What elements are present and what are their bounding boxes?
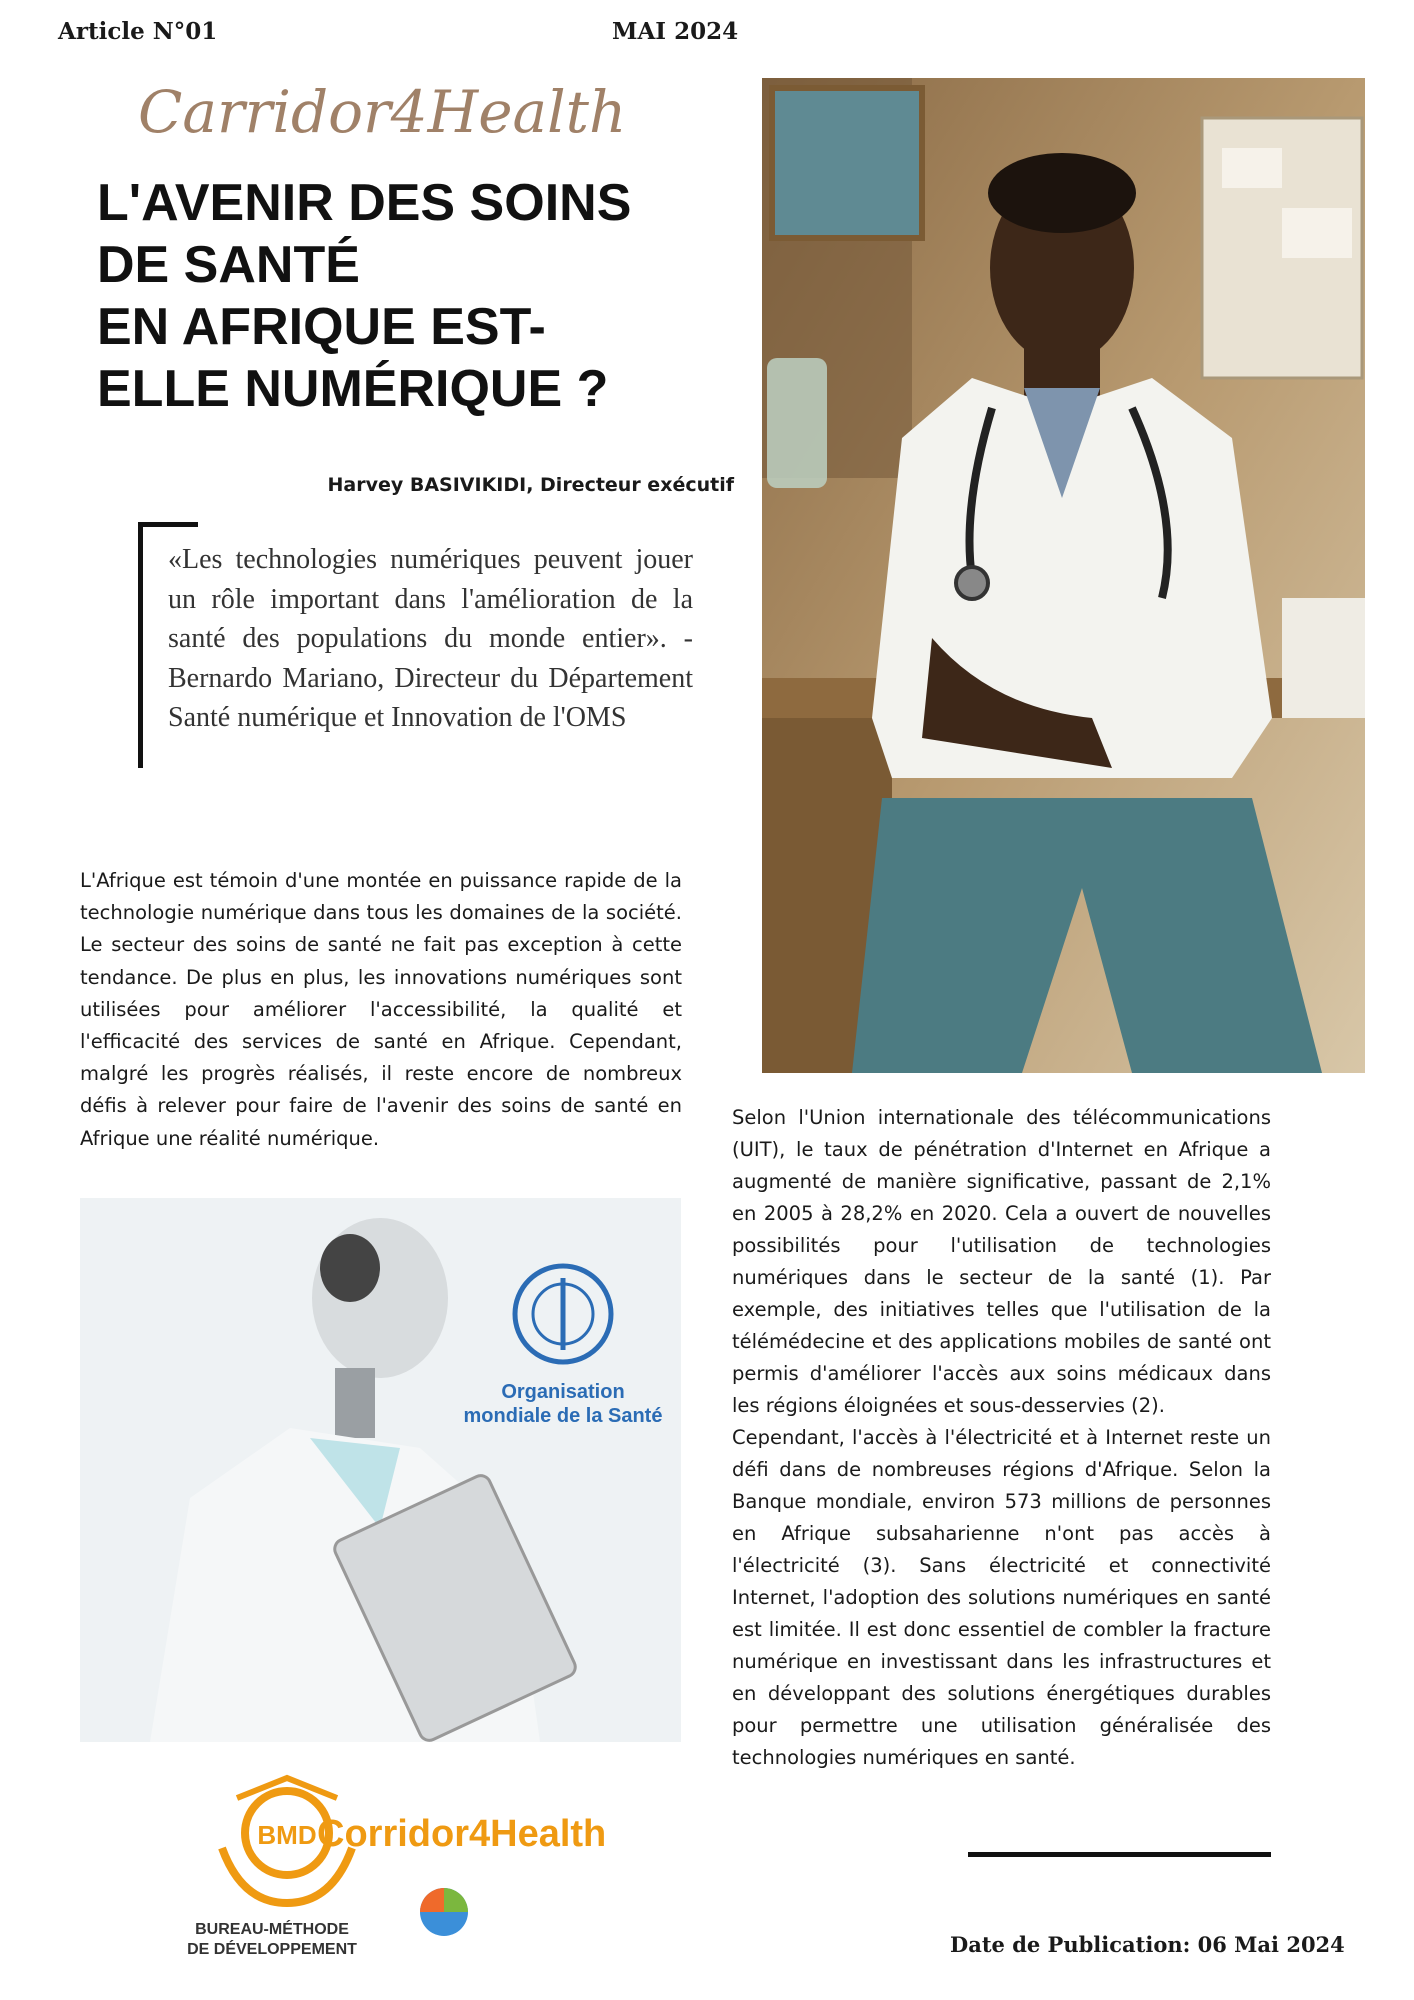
robot-doctor-image bbox=[80, 1198, 681, 1742]
byline: Harvey BASIVIKIDI, Directeur exécutif bbox=[327, 474, 734, 496]
headline-line: L'AVENIR DES SOINS bbox=[97, 174, 632, 232]
body-column bbox=[732, 1102, 1271, 1774]
org-name-line1: BUREAU-MÉTHODE bbox=[195, 1921, 349, 1938]
bmd-emblem-text: BMD bbox=[257, 1820, 317, 1850]
headline bbox=[97, 172, 737, 420]
masthead-text: Carridor4Health bbox=[138, 78, 627, 146]
doctor-illustration bbox=[762, 78, 1365, 1073]
intro-paragraph: L'Afrique est témoin d'une montée en puissance rapide de la technologie numérique dans tous les domaines de la société. Le secteur des soins de santé ne fait pas exception à cette tendance. De plus en plus, les innovations numériques sont utilisées pour améliorer l'accessibilité, la qualité et l'efficacité des services de santé en Afrique. Cependant, malgré les progrès réalisés, il reste encore de nombreux défis à relever pour faire de l'avenir des soins de santé en Afrique une réalité numérique. bbox=[80, 869, 682, 1150]
brand-name: Corridor4Health bbox=[317, 1813, 607, 1855]
pull-quote: «Les technologies numériques peuvent jouer un rôle important dans l'amélioration de la santé des populations du monde entier». - Bernardo Mariano, Directeur du Département Santé numérique et Innovation de l'OMS bbox=[168, 544, 693, 733]
issue-date: MAI 2024 bbox=[612, 18, 739, 45]
org-name-line2: DE DÉVELOPPEMENT bbox=[187, 1941, 357, 1958]
article-number: Article N°01 bbox=[58, 18, 218, 45]
corridor4health-logo bbox=[187, 1778, 612, 1968]
who-logo-line1: Organisation bbox=[501, 1381, 625, 1403]
who-logo-line2: mondiale de la Santé bbox=[463, 1405, 663, 1427]
masthead-logo bbox=[138, 62, 627, 152]
headline-line: EN AFRIQUE EST- bbox=[97, 298, 546, 356]
publication-date: Date de Publication: 06 Mai 2024 bbox=[950, 1932, 1345, 1957]
headline-line: ELLE NUMÉRIQUE ? bbox=[97, 360, 609, 418]
body-paragraph: Cependant, l'accès à l'électricité et à Internet reste un défi dans de nombreuses régions d'Afrique. Selon la Banque mondiale, environ 573 millions de personnes en Afrique subsaharienne n'ont pas accès à l'électricité (3). Sans électricité et connectivité Internet, l'adoption des solutions numériques en santé est limitée. Il est donc essentiel de combler la fracture numérique en investissant dans les infrastructures et en développant des solutions énergétiques durables pour permettre une utilisation généralisée des technologies numériques en santé. bbox=[732, 1426, 1271, 1769]
body-paragraph: Selon l'Union internationale des télécommunications (UIT), le taux de pénétration d'Internet en Afrique a augmenté de manière significative, passant de 2,1% en 2005 à 28,2% en 2020. Cela a ouvert de nouvelles possibilités pour l'utilisation de technologies numériques dans le secteur de la santé (1). Par exemple, des initiatives telles que l'utilisation de la télémédecine et des applications mobiles de santé ont permis d'améliorer l'accès aux soins médicaux dans les régions éloignées et sous-desservies (2). bbox=[732, 1106, 1271, 1417]
quote-bar bbox=[138, 522, 143, 768]
closing-rule bbox=[968, 1852, 1271, 1857]
headline-line: DE SANTÉ bbox=[97, 236, 360, 294]
quote-bar-top bbox=[138, 522, 198, 527]
